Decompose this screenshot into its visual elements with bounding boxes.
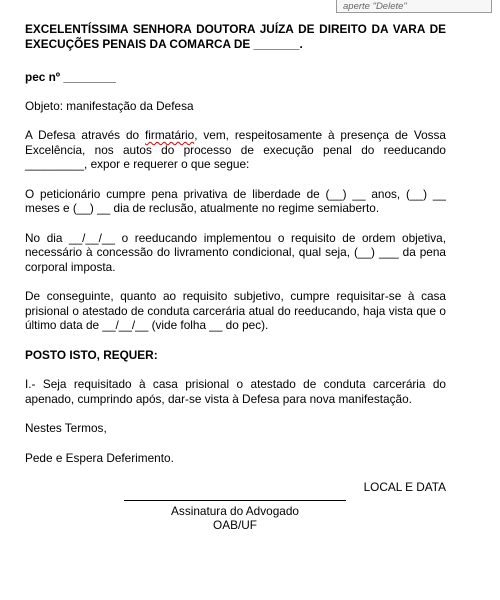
paragraph-objective: No dia __/__/__ o reeducando implementou o requisito de ordem objetiva, necessário à concessão do livramento condicional, qual seja, (__) ___ da pena corporal imposta.	[25, 230, 446, 274]
signature-block	[124, 500, 346, 532]
petition-document	[25, 22, 446, 495]
objeto-line: Objeto: manifestação da Defesa	[25, 98, 194, 113]
closing-pede: Pede e Espera Deferimento.	[25, 450, 174, 465]
requests-heading: POSTO ISTO, REQUER:	[25, 347, 158, 362]
intro-text-start: A Defesa através do	[25, 128, 146, 142]
intro-text-end: , vem, respeitosamente à presença de Vossa Excelência, nos autos do processo de execução penal do reeducando _________, expor e requerer o que segue:	[25, 128, 446, 171]
request-item: I.- Seja requisitado à casa prisional o atestado de conduta carcerária do apenado, cumprindo após, dar-se vista à Defesa para nova manifestação.	[25, 377, 446, 406]
oab-label: OAB/UF	[213, 518, 257, 532]
closing-nestes: Nestes Termos,	[25, 421, 107, 435]
paragraph-sentence: O peticionário cumpre pena privativa de liberdade de (__) __ anos, (__) __ meses e (__) __ dia de reclusão, atualmente no regime semiaberto.	[25, 186, 446, 215]
paragraph-subjective: De conseguinte, quanto ao requisito subjetivo, cumpre requisitar-se à casa prisional o atestado de conduta carcerária atual do reeducando, haja vista que o último data de __/__/__ (vide folha __ do pec).	[25, 289, 446, 332]
misspelled-word[interactable]: firmatário	[145, 128, 195, 142]
delete-tooltip: aperte "Delete"	[336, 0, 492, 13]
paragraph-intro	[25, 128, 446, 172]
pec-number: pec nº ________	[25, 70, 116, 84]
signature-label: Assinatura do Advogado	[171, 504, 299, 518]
petition-heading: EXCELENTÍSSIMA SENHORA DOUTORA JUÍZA DE DIREITO DA VARA DE EXECUÇÕES PENAIS DA COMARCA DE _______.	[25, 22, 446, 51]
local-date: LOCAL E DATA	[363, 480, 446, 494]
